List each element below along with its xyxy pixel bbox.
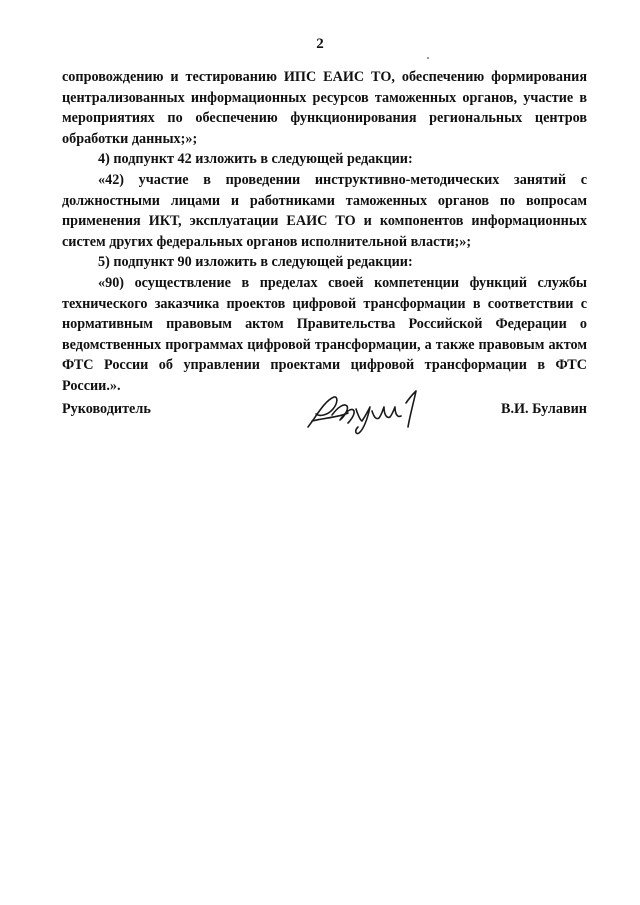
- page-number: 2: [316, 36, 324, 52]
- document-body: [62, 67, 587, 397]
- paragraph-item-90-text: «90) осуществление в пределах своей компетенции функций службы технического заказчика проектов цифровой трансформации в соответствии с нормативным правовым актом Правительства Российской Федерации о ведомственных программах цифровой трансформации, а также правовым актом ФТС России об управлении проектами цифровой трансформации в ФТС России.».: [62, 274, 587, 394]
- handwritten-signature: [302, 387, 432, 437]
- signatory-name: В.И. Булавин: [501, 401, 587, 417]
- scan-speck: [427, 57, 429, 59]
- paragraph-item-4-heading: 4) подпункт 42 изложить в следующей редакции:: [98, 151, 413, 168]
- paragraph-continuation: сопровождению и тестированию ИПС ЕАИС ТО, обеспечению формирования централизованных информационных ресурсов таможенных органов, участие в мероприятиях по обеспечению функционирования региональных центров обработки данных;»;: [62, 69, 587, 147]
- signature-block: [62, 393, 587, 453]
- paragraph-item-42-text: «42) участие в проведении инструктивно-методических занятий с должностными лицами и работниками таможенных органов по вопросам применения ИКТ, эксплуатации ЕАИС ТО и компонентов информационных систем других федеральных органов исполнительной власти;»;: [62, 171, 587, 250]
- signatory-position: Руководитель: [62, 401, 151, 417]
- paragraph-item-5-heading: 5) подпункт 90 изложить в следующей редакции:: [98, 254, 413, 271]
